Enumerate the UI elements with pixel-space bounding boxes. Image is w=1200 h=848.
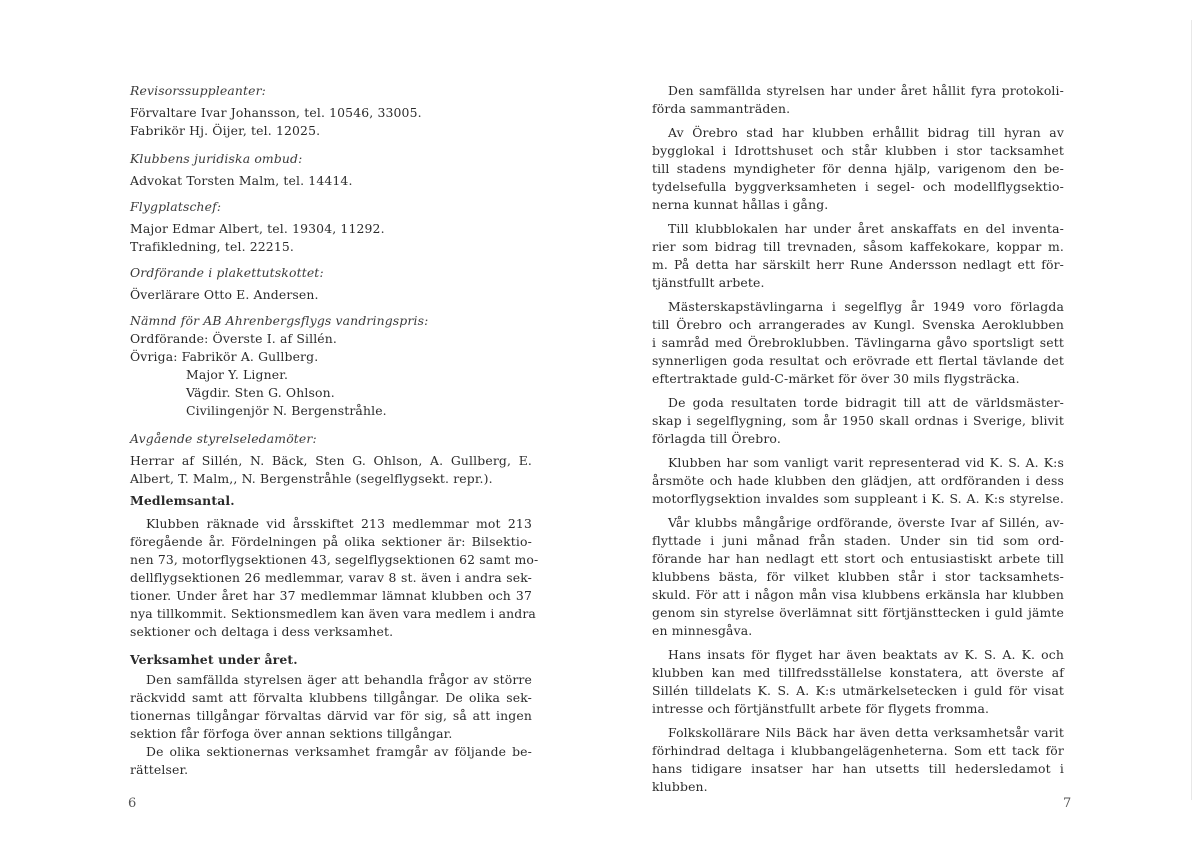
text-line: tioner. Under året har 37 medlemmar lämnat klubben och 37	[130, 588, 532, 603]
text-line: De goda resultaten torde bidragit till att de världsmäster-	[668, 395, 1064, 410]
text-line: Ordförande: Överste I. af Sillén.	[130, 331, 338, 346]
text-line: sektioner och deltaga i dess verksamhet.	[130, 624, 394, 639]
text-line: förande har han nedlagt ett stort och entusiastiskt arbete till	[652, 551, 1064, 566]
text-line: skuld. För att i någon mån visa klubbens erkänsla har klubben	[652, 587, 1064, 602]
text-line: sektion får förfoga över annan sektions tillgångar.	[130, 726, 453, 741]
text-line: Major Y. Ligner.	[186, 367, 289, 382]
section-heading: Nämnd för AB Ahrenbergsflygs vandringspris:	[130, 313, 429, 328]
text-line: förda sammanträden.	[652, 101, 791, 116]
text-line: Advokat Torsten Malm, tel. 14414.	[130, 173, 353, 188]
text-line: Herrar af Sillén, N. Bäck, Sten G. Ohlson, A. Gullberg, E.	[130, 453, 532, 468]
text-line: motorflygsektion invaldes som suppleant i K. S. A. K:s styrelse.	[652, 491, 1064, 506]
page-number-right: 7	[1063, 796, 1072, 811]
text-line: Förvaltare Ivar Johansson, tel. 10546, 33005.	[130, 105, 422, 120]
text-line: synnerligen goda resultat och erövrade ett flertal tävlande det	[652, 353, 1064, 368]
text-line: m. På detta har särskilt herr Rune Andersson nedlagt ett för-	[652, 257, 1064, 272]
text-line: Övriga: Fabrikör A. Gullberg.	[130, 349, 319, 364]
text-line: Den samfällda styrelsen äger att behandla frågor av större	[146, 672, 532, 687]
page-edge-line	[1191, 20, 1192, 800]
text-line: Folkskollärare Nils Bäck har även detta verksamhetsår varit	[668, 725, 1064, 740]
section-heading: Avgående styrelseledamöter:	[130, 431, 317, 446]
text-line: rättelser.	[130, 762, 189, 777]
section-heading: Klubbens juridiska ombud:	[130, 151, 303, 166]
text-line: Överlärare Otto E. Andersen.	[130, 287, 319, 302]
text-line: De olika sektionernas verksamhet framgår av följande be-	[146, 744, 532, 759]
page-number-left: 6	[128, 796, 137, 811]
text-line: eftertraktade guld-C-märket för över 30 mils flygsträcka.	[652, 371, 1020, 386]
text-line: bygglokal i Idrottshuset och står klubben i stor tacksamhet	[652, 143, 1064, 158]
text-line: nya tillkommit. Sektionsmedlem kan även vara medlem i andra	[130, 606, 536, 621]
text-line: Trafikledning, tel. 22215.	[130, 239, 294, 254]
text-line: tionernas tillgångar förvaltas därvid var för sig, så att ingen	[130, 708, 532, 723]
text-line: Hans insats för flyget har även beaktats av K. S. A. K. och	[668, 647, 1064, 662]
text-line: tydelsefulla byggverksamheten i segel- och modellflygsektio-	[652, 179, 1064, 194]
text-line: Sillén tilldelats K. S. A. K:s utmärkelsetecken i guld för visat	[652, 683, 1064, 698]
text-line: klubben kan med tillfredsställelse konstatera, att överste af	[652, 665, 1064, 680]
section-heading: Flygplatschef:	[130, 199, 222, 214]
text-line: nerna kunnat hållas i gång.	[652, 197, 829, 212]
text-line: klubben.	[652, 779, 708, 794]
text-line: Vägdir. Sten G. Ohlson.	[186, 385, 335, 400]
text-line: föregående år. Fördelningen på olika sektioner är: Bilsektio-	[130, 534, 532, 549]
text-line: Fabrikör Hj. Öijer, tel. 12025.	[130, 123, 321, 138]
text-line: i samråd med Örebroklubben. Tävlingarna gåvo sportsligt sett	[652, 335, 1064, 350]
text-line: flyttade i juni månad från staden. Under sin tid som ord-	[652, 533, 1064, 548]
text-line: Albert, T. Malm,, N. Bergenstråhle (segelflygsekt. repr.).	[130, 471, 493, 486]
text-line: hans tidigare insatser har han utsetts till hedersledamot i	[652, 761, 1064, 776]
text-line: intresse och förtjänstfullt arbete för flygets fromma.	[652, 701, 990, 716]
text-line: till Örebro och arrangerades av Kungl. Svenska Aeroklubben	[652, 317, 1064, 332]
section-heading: Verksamhet under året.	[130, 652, 298, 667]
text-line: Major Edmar Albert, tel. 19304, 11292.	[130, 221, 385, 236]
text-line: Klubben har som vanligt varit representerad vid K. S. A. K:s	[668, 455, 1064, 470]
text-line: klubbens bästa, för vilket klubben står i stor tacksamhets-	[652, 569, 1064, 584]
text-line: Klubben räknade vid årsskiftet 213 medlemmar mot 213	[146, 516, 532, 531]
section-heading: Revisorssuppleanter:	[130, 83, 266, 98]
text-line: Till klubblokalen har under året anskaffats en del inventa-	[668, 221, 1064, 236]
text-line: rier som bidrag till trevnaden, såsom kaffekokare, koppar m.	[652, 239, 1064, 254]
text-line: genom sin styrelse överlämnat sitt förtjänsttecken i guld jämte	[652, 605, 1064, 620]
section-heading: Medlemsantal.	[130, 493, 235, 508]
text-line: tjänstfullt arbete.	[652, 275, 765, 290]
text-line: Av Örebro stad har klubben erhållit bidrag till hyran av	[668, 125, 1064, 140]
text-line: Mästerskapstävlingarna i segelflyg år 1949 voro förlagda	[668, 299, 1064, 314]
text-line: förlagda till Örebro.	[652, 431, 781, 446]
text-line: Vår klubbs mångårige ordförande, överste Ivar af Sillén, av-	[668, 515, 1064, 530]
text-line: Civilingenjör N. Bergenstråhle.	[186, 403, 387, 418]
text-line: Den samfällda styrelsen har under året hållit fyra protokoli-	[668, 83, 1064, 98]
text-line: skap i segelflygning, som år 1950 skall ordnas i Sverige, blivit	[652, 413, 1064, 428]
text-line: nen 73, motorflygsektionen 43, segelflygsektionen 62 samt mo-	[130, 552, 539, 567]
text-line: dellflygsektionen 26 medlemmar, varav 8 st. även i andra sek-	[130, 570, 532, 585]
text-line: räckvidd samt att förvalta klubbens tillgångar. De olika sek-	[130, 690, 532, 705]
text-line: till stadens myndigheter för denna hjälp, varigenom den be-	[652, 161, 1064, 176]
text-line: förhindrad deltaga i klubbangelägenheterna. Som ett tack för	[652, 743, 1064, 758]
text-line: en minnesgåva.	[652, 623, 753, 638]
section-heading: Ordförande i plakettutskottet:	[130, 265, 324, 280]
text-line: årsmöte och hade klubben den glädjen, att ordföranden i dess	[652, 473, 1064, 488]
